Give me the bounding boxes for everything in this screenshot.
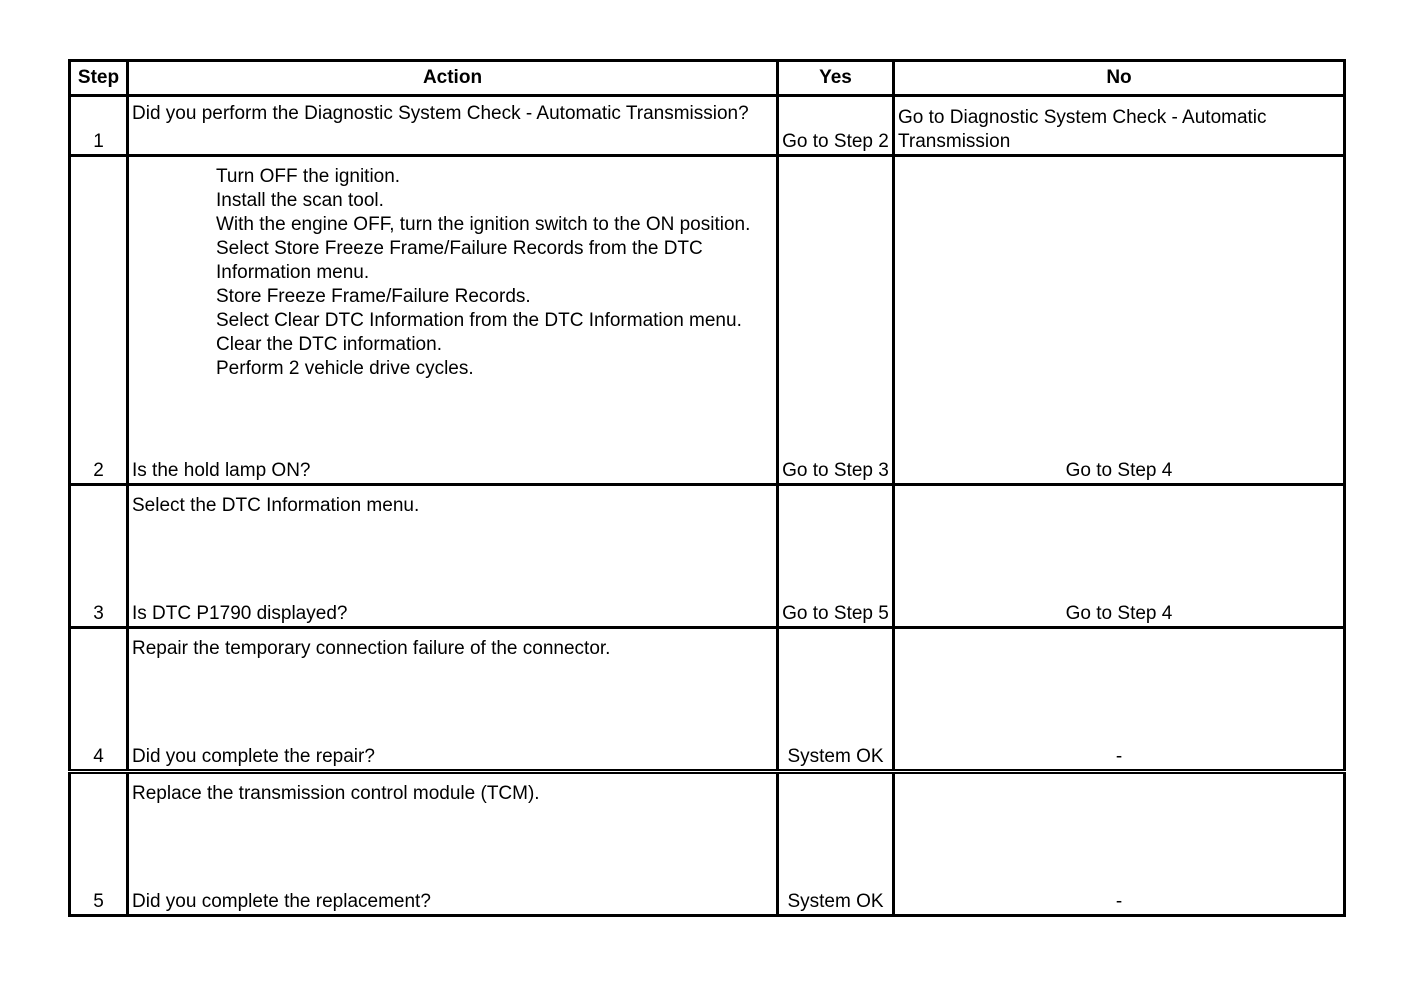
table-row: [70, 772, 1345, 916]
no-cell: Go to Step 4: [894, 156, 1345, 485]
action-question: Did you complete the replacement?: [132, 891, 431, 912]
action-text: Select the DTC Information menu.: [132, 495, 420, 516]
no-cell: -: [894, 628, 1345, 772]
yes-cell: Go to Step 5: [778, 485, 894, 628]
list-item: Select Store Freeze Frame/Failure Records from the DTC Information menu.: [216, 238, 703, 283]
list-item: Clear the DTC information.: [216, 334, 442, 355]
action-cell: [128, 156, 778, 485]
action-cell: [128, 772, 778, 916]
substep-list: [132, 165, 773, 381]
action-text: Repair the temporary connection failure of the connector.: [132, 638, 611, 659]
step-number: 1: [70, 96, 128, 156]
action-question: Did you complete the repair?: [132, 746, 375, 767]
header-step: Step: [70, 61, 128, 96]
list-item: Turn OFF the ignition.: [216, 166, 401, 187]
list-item: Perform 2 vehicle drive cycles.: [216, 358, 474, 379]
step-number: 5: [70, 772, 128, 916]
list-item: Store Freeze Frame/Failure Records.: [216, 286, 531, 307]
list-item: Select Clear DTC Information from the DTC Information menu.: [216, 310, 742, 331]
action-question: Is DTC P1790 displayed?: [132, 603, 348, 624]
header-yes: Yes: [778, 61, 894, 96]
step-number: 4: [70, 628, 128, 772]
action-cell: [128, 628, 778, 772]
action-cell: [128, 485, 778, 628]
table-row: [70, 485, 1345, 628]
yes-cell: Go to Step 2: [778, 96, 894, 156]
no-cell: Go to Step 4: [894, 485, 1345, 628]
no-cell: Go to Diagnostic System Check - Automatic Transmission: [894, 96, 1345, 156]
action-text: Replace the transmission control module (TCM).: [132, 783, 540, 804]
header-row: [70, 61, 1345, 96]
action-text: Did you perform the Diagnostic System Check - Automatic Transmission?: [132, 103, 749, 124]
list-item: With the engine OFF, turn the ignition switch to the ON position.: [216, 214, 751, 235]
action-question: Is the hold lamp ON?: [132, 460, 311, 481]
yes-cell: System OK: [778, 628, 894, 772]
table-row: [70, 628, 1345, 772]
step-number: 3: [70, 485, 128, 628]
header-no: No: [894, 61, 1345, 96]
yes-cell: System OK: [778, 772, 894, 916]
table-row: [70, 96, 1345, 156]
table-row: [70, 156, 1345, 485]
diagnostic-table: [68, 59, 1346, 917]
yes-cell: Go to Step 3: [778, 156, 894, 485]
no-cell: -: [894, 772, 1345, 916]
list-item: Install the scan tool.: [216, 190, 384, 211]
header-action: Action: [128, 61, 778, 96]
action-cell: [128, 96, 778, 156]
step-number: 2: [70, 156, 128, 485]
